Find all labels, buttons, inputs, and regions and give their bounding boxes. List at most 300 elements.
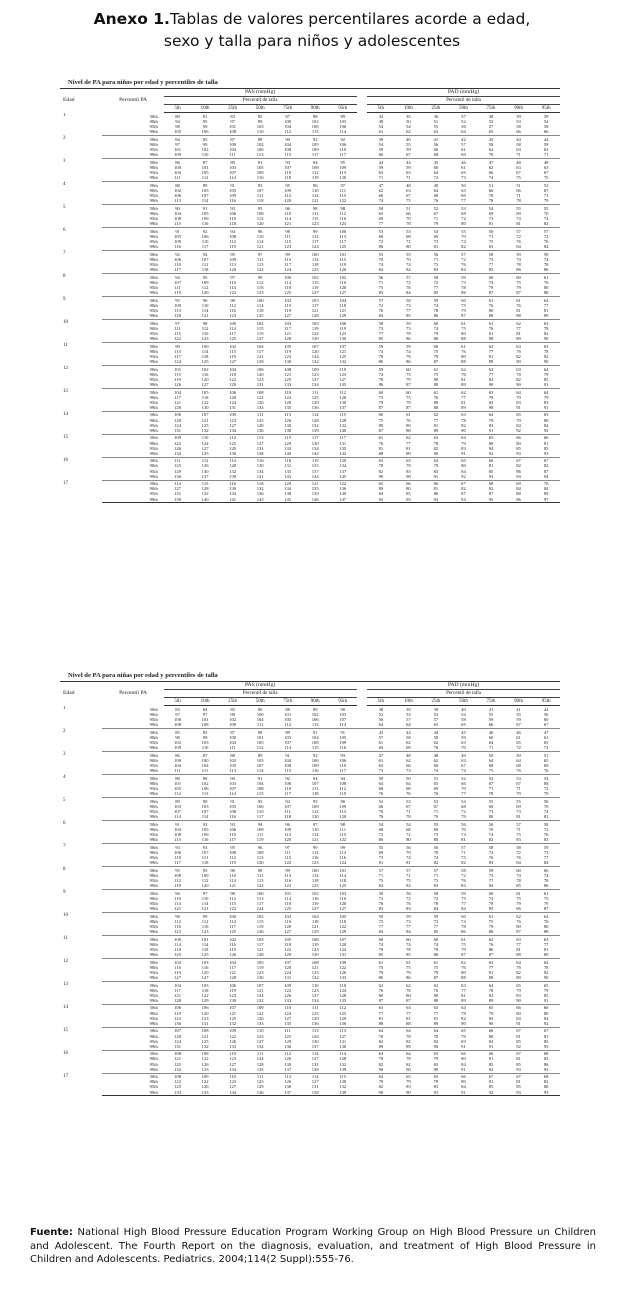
sbp-value: 117 xyxy=(284,261,292,267)
sbp-value: 134 xyxy=(164,451,192,457)
dbp-value: 88 xyxy=(516,491,521,497)
sbp-value: 125 xyxy=(329,883,357,889)
sbp-value: 113 xyxy=(256,895,264,901)
sbp-value: 103 xyxy=(256,123,264,129)
dbp-pct-col-75th: 75th xyxy=(477,105,505,113)
dbp-value: 49 xyxy=(378,118,384,124)
dbp-value: 59 xyxy=(488,867,494,873)
sbp-value: 112 xyxy=(284,1051,292,1057)
dbp-value: 66 xyxy=(367,152,395,158)
sbp-value: 98 xyxy=(230,890,235,896)
sbp-value: 105 xyxy=(311,320,319,326)
dbp-value: 87 xyxy=(395,405,423,411)
age-cell: 14 xyxy=(63,1004,68,1010)
sbp-value: 108 xyxy=(201,1051,209,1057)
dbp-value: 59 xyxy=(406,320,411,326)
bp-percentile-cell: 90th xyxy=(149,872,158,878)
sbp-value: 100 xyxy=(311,867,319,873)
sbp-value: 123 xyxy=(229,417,237,423)
sbp-value: 94 xyxy=(340,775,346,781)
dbp-value: 74 xyxy=(433,325,439,331)
dbp-value: 68 xyxy=(378,785,384,791)
dbp-value: 90 xyxy=(395,474,423,480)
dbp-value: 84 xyxy=(543,422,549,428)
sbp-value: 88 xyxy=(175,775,180,781)
bp-percentile-cell: 99th xyxy=(102,428,163,434)
dbp-value: 81 xyxy=(378,1015,384,1021)
dbp-value: 76 xyxy=(433,394,439,400)
sbp-value: 126 xyxy=(219,952,247,958)
dbp-value: 93 xyxy=(532,1044,560,1050)
dbp-value: 83 xyxy=(477,244,505,250)
dbp-value: 53 xyxy=(433,711,439,717)
sbp-value: 118 xyxy=(201,394,209,400)
sbp-value: 101 xyxy=(201,716,209,722)
bp-percentile-cell: 99th xyxy=(102,267,163,273)
sbp-value: 128 xyxy=(311,417,319,423)
dbp-value: 71 xyxy=(516,785,521,791)
dbp-value: 48 xyxy=(406,752,411,758)
dbp-value: 64 xyxy=(516,389,521,395)
dbp-value: 94 xyxy=(505,474,533,480)
sbp-value: 116 xyxy=(174,964,181,970)
sbp-value: 108 xyxy=(339,780,347,786)
sbp-value: 125 xyxy=(174,1084,181,1090)
sbp-value: 109 xyxy=(219,722,247,728)
dbp-value: 71 xyxy=(516,826,521,832)
dbp-value: 79 xyxy=(488,1010,494,1016)
sbp-value: 97 xyxy=(230,274,235,280)
dbp-value: 82 xyxy=(433,1038,439,1044)
sbp-value: 119 xyxy=(246,837,274,843)
sbp-value: 112 xyxy=(164,791,192,797)
dbp-value: 91 xyxy=(532,998,560,1004)
dbp-value: 72 xyxy=(378,831,384,837)
dbp-value: 84 xyxy=(395,290,423,296)
sbp-value: 119 xyxy=(301,175,329,181)
sbp-value: 112 xyxy=(311,808,319,814)
sbp-value: 113 xyxy=(284,1074,292,1080)
dbp-value: 55 xyxy=(488,711,494,717)
dbp-value: 80 xyxy=(543,417,549,423)
bp-percentile-cell: 90th xyxy=(149,711,158,717)
sbp-value: 114 xyxy=(274,745,302,751)
sbp-value: 92 xyxy=(312,136,318,142)
sbp-pct-col-25th: 25th xyxy=(219,698,247,706)
dbp-value: 75 xyxy=(406,964,411,970)
dbp-value: 60 xyxy=(461,297,466,303)
sbp-value: 103 xyxy=(339,890,347,896)
sbp-value: 120 xyxy=(174,1033,181,1039)
sbp-value: 107 xyxy=(256,762,264,768)
dbp-value: 71 xyxy=(543,192,549,198)
sbp-value: 106 xyxy=(174,412,181,418)
dbp-value: 80 xyxy=(488,307,494,313)
sbp-value: 142 xyxy=(301,451,329,457)
sbp-value: 120 xyxy=(201,969,209,975)
dbp-value: 61 xyxy=(543,734,549,740)
sbp-value: 100 xyxy=(339,228,347,234)
sbp-value: 88 xyxy=(202,775,208,781)
sbp-value: 129 xyxy=(339,1015,347,1021)
sbp-value: 108 xyxy=(191,722,219,728)
sbp-value: 106 xyxy=(311,716,319,722)
sbp-value: 116 xyxy=(311,854,319,860)
dbp-value: 88 xyxy=(422,998,450,1004)
dbp-value: 84 xyxy=(516,422,521,428)
sbp-value: 119 xyxy=(284,348,292,354)
dbp-value: 70 xyxy=(450,745,478,751)
sbp-value: 117 xyxy=(246,814,274,820)
dbp-value: 77 xyxy=(433,1010,439,1016)
sbp-value: 105 xyxy=(201,169,209,175)
bp-percentile-cell: 95th xyxy=(149,969,158,975)
sbp-value: 102 xyxy=(174,739,181,745)
sbp-value: 138 xyxy=(301,1067,329,1073)
dbp-value: 57 xyxy=(543,228,549,234)
sbp-value: 127 xyxy=(311,992,319,998)
sbp-value: 111 xyxy=(311,785,319,791)
dbp-value: 60 xyxy=(488,890,494,896)
sbp-pct-col-50th: 50th xyxy=(246,105,274,113)
sbp-value: 109 xyxy=(284,826,292,832)
dbp-value: 90 xyxy=(532,975,560,981)
sbp-value: 123 xyxy=(301,221,329,227)
sbp-value: 104 xyxy=(174,389,181,395)
dbp-value: 43 xyxy=(378,729,384,735)
sbp-value: 121 xyxy=(191,313,219,319)
sbp-value: 128 xyxy=(284,399,292,405)
sbp-value: 137 xyxy=(311,468,319,474)
dbp-value: 72 xyxy=(406,895,411,901)
sbp-value: 81 xyxy=(202,113,208,119)
dbp-value: 75 xyxy=(488,918,494,924)
dbp-value: 59 xyxy=(543,844,549,850)
bp-percentile-cell: 50th xyxy=(149,182,158,188)
sbp-value: 135 xyxy=(329,382,357,388)
sbp-value: 114 xyxy=(201,900,209,906)
dbp-value: 68 xyxy=(378,233,384,239)
dbp-value: 93 xyxy=(505,1067,533,1073)
sbp-value: 130 xyxy=(164,1021,192,1027)
dbp-value: 54 xyxy=(488,205,494,211)
dbp-value: 66 xyxy=(406,210,411,216)
sbp-value: 139 xyxy=(301,428,329,434)
dbp-value: 73 xyxy=(395,768,423,774)
sbp-value: 111 xyxy=(219,745,247,751)
dbp-value: 85 xyxy=(367,952,395,958)
dbp-value: 67 xyxy=(461,481,466,487)
sbp-value: 118 xyxy=(311,877,319,883)
sbp-value: 122 xyxy=(174,1079,181,1085)
sbp-value: 103 xyxy=(201,959,209,965)
sbp-value: 119 xyxy=(229,987,236,993)
sbp-value: 129 xyxy=(246,359,274,365)
dbp-value: 78 xyxy=(543,325,549,331)
dbp-value: 64 xyxy=(406,1051,411,1057)
sbp-value: 132 xyxy=(301,359,329,365)
sbp-value: 126 xyxy=(201,1061,209,1067)
dbp-value: 91 xyxy=(477,1044,505,1050)
dbp-value: 74 xyxy=(543,872,549,878)
dbp-value: 66 xyxy=(488,458,494,464)
bp-percentile-cell: 95th xyxy=(149,831,158,837)
dbp-value: 77 xyxy=(488,371,494,377)
sbp-value: 113 xyxy=(174,307,181,313)
sbp-value: 118 xyxy=(256,307,264,313)
sbp-value: 130 xyxy=(274,359,302,365)
sbp-value: 106 xyxy=(256,146,264,152)
dbp-value: 61 xyxy=(433,959,439,965)
bp-percentile-cell: 50th xyxy=(149,366,158,372)
sbp-value: 137 xyxy=(274,1067,302,1073)
sbp-value: 114 xyxy=(174,481,181,487)
age-cell: 15 xyxy=(63,434,68,440)
dbp-value: 79 xyxy=(532,791,560,797)
sbp-value: 112 xyxy=(339,1005,347,1011)
sbp-value: 136 xyxy=(301,1021,329,1027)
dbp-value: 89 xyxy=(450,405,478,411)
dbp-value: 80 xyxy=(543,284,549,290)
dbp-value: 88 xyxy=(505,952,533,958)
sbp-value: 120 xyxy=(219,267,247,273)
sbp-value: 111 xyxy=(174,458,181,464)
sbp-value: 130 xyxy=(284,1061,292,1067)
sbp-value: 117 xyxy=(301,152,329,158)
dbp-value: 64 xyxy=(406,1028,411,1034)
dbp-value: 86 xyxy=(543,1061,549,1067)
dbp-value: 55 xyxy=(378,844,384,850)
dbp-value: 73 xyxy=(433,238,439,244)
bp-percentile-cell: 90th xyxy=(149,803,158,809)
sbp-value: 120 xyxy=(339,941,347,947)
dbp-value: 67 xyxy=(433,210,439,216)
sbp-value: 131 xyxy=(174,491,181,497)
dbp-value: 90 xyxy=(477,405,505,411)
sbp-value: 127 xyxy=(229,1061,237,1067)
sbp-value: 110 xyxy=(256,1028,264,1034)
sbp-value: 123 xyxy=(256,1033,264,1039)
dbp-value: 72 xyxy=(378,302,384,308)
dbp-value: 48 xyxy=(406,182,411,188)
dbp-value: 64 xyxy=(378,780,384,786)
dbp-value: 74 xyxy=(516,872,521,878)
sbp-value: 127 xyxy=(301,906,329,912)
dbp-value: 68 xyxy=(406,826,411,832)
sbp-value: 128 xyxy=(229,463,237,469)
sbp-value: 113 xyxy=(256,435,264,441)
dbp-value: 78 xyxy=(516,964,521,970)
sbp-value: 107 xyxy=(229,169,237,175)
dbp-value: 79 xyxy=(461,946,466,952)
dbp-value: 56 xyxy=(378,274,384,280)
sbp-value: 131 xyxy=(164,1044,192,1050)
sbp-value: 94 xyxy=(175,118,180,124)
bp-percentile-cell: 95th xyxy=(149,1061,158,1067)
sbp-value: 113 xyxy=(339,808,347,814)
sbp-value: 130 xyxy=(301,952,329,958)
sbp-value: 116 xyxy=(339,895,347,901)
bp-percentile-cell: 50th xyxy=(149,821,158,827)
sbp-value: 106 xyxy=(339,757,347,763)
dbp-value: 84 xyxy=(516,1015,521,1021)
sbp-value: 115 xyxy=(256,918,264,924)
dbp-value: 87 xyxy=(450,313,478,319)
sbp-value: 133 xyxy=(191,1067,219,1073)
bp-percentile-cell: 95th xyxy=(149,307,158,313)
dbp-value: 52 xyxy=(543,182,549,188)
bp-percentile-cell: 95th xyxy=(149,739,158,745)
dbp-height-percentile-header: Percentil de talla xyxy=(367,690,560,698)
sbp-value: 102 xyxy=(229,343,237,349)
dbp-value: 75 xyxy=(543,895,549,901)
dbp-value: 82 xyxy=(461,1015,466,1021)
sbp-value: 103 xyxy=(311,297,319,303)
dbp-value: 80 xyxy=(450,221,478,227)
sbp-value: 121 xyxy=(256,353,264,359)
bp-percentile-cell: 99th xyxy=(102,906,163,912)
dbp-value: 59 xyxy=(378,343,384,349)
sbp-value: 101 xyxy=(284,890,292,896)
dbp-value: 56 xyxy=(543,711,549,717)
dbp-value: 60 xyxy=(433,164,439,170)
sbp-header: PAS (mmHg) xyxy=(164,89,357,97)
sbp-value: 101 xyxy=(174,146,181,152)
dbp-value: 53 xyxy=(406,798,411,804)
dbp-value: 67 xyxy=(395,152,423,158)
dbp-value: 58 xyxy=(543,123,549,129)
dbp-value: 61 xyxy=(406,412,411,418)
dbp-value: 67 xyxy=(543,1028,549,1034)
dbp-pct-col-95th: 95th xyxy=(532,698,560,706)
dbp-value: 78 xyxy=(406,946,411,952)
sbp-value: 110 xyxy=(339,762,347,768)
sbp-value: 114 xyxy=(164,814,192,820)
dbp-value: 64 xyxy=(543,959,549,965)
dbp-pct-col-90th: 90th xyxy=(505,698,533,706)
dbp-value: 79 xyxy=(378,399,384,405)
bp-percentile-cell: 99th xyxy=(102,722,163,728)
sbp-value: 112 xyxy=(201,325,209,331)
dbp-value: 91 xyxy=(505,405,533,411)
sbp-value: 126 xyxy=(339,969,347,975)
dbp-value: 83 xyxy=(488,422,494,428)
sbp-value: 88 xyxy=(230,752,235,758)
sbp-value: 116 xyxy=(174,923,181,929)
sbp-value: 110 xyxy=(201,302,209,308)
dbp-value: 64 xyxy=(488,757,494,763)
dbp-value: 78 xyxy=(488,394,494,400)
dbp-value: 70 xyxy=(461,233,466,239)
dbp-value: 61 xyxy=(461,164,466,170)
dbp-value: 88 xyxy=(422,382,450,388)
sbp-value: 96 xyxy=(312,182,318,188)
sbp-value: 133 xyxy=(191,1090,219,1096)
sbp-value: 86 xyxy=(175,159,180,165)
dbp-value: 44 xyxy=(406,159,411,165)
sbp-value: 123 xyxy=(229,1056,237,1062)
sbp-value: 123 xyxy=(284,353,292,359)
dbp-value: 77 xyxy=(406,440,411,446)
sbp-value: 118 xyxy=(339,877,347,883)
dbp-value: 83 xyxy=(477,860,505,866)
sbp-value: 139 xyxy=(329,1067,357,1073)
bp-percentile-cell: 90th xyxy=(149,964,158,970)
sbp-value: 119 xyxy=(311,900,319,906)
sbp-value: 118 xyxy=(256,481,264,487)
sbp-value: 113 xyxy=(191,791,219,797)
sbp-value: 91 xyxy=(175,821,180,827)
sbp-value: 136 xyxy=(256,491,264,497)
dbp-value: 42 xyxy=(461,136,466,142)
sbp-value: 119 xyxy=(164,290,192,296)
sbp-value: 115 xyxy=(274,768,302,774)
bp-percentile-cell: 95th xyxy=(149,422,158,428)
sbp-value: 113 xyxy=(174,348,181,354)
sbp-value: 119 xyxy=(229,353,236,359)
dbp-value: 78 xyxy=(488,900,494,906)
dbp-value: 63 xyxy=(378,1005,384,1011)
sbp-value: 104 xyxy=(174,826,181,832)
dbp-value: 68 xyxy=(378,826,384,832)
bp-percentile-cell: 50th xyxy=(149,113,158,119)
dbp-value: 58 xyxy=(378,890,384,896)
sbp-value: 83 xyxy=(175,706,180,712)
sbp-value: 126 xyxy=(339,394,347,400)
dbp-value: 43 xyxy=(488,136,494,142)
dbp-value: 54 xyxy=(461,798,466,804)
sbp-value: 112 xyxy=(229,302,236,308)
sbp-value: 133 xyxy=(246,405,274,411)
sbp-value: 109 xyxy=(201,279,209,285)
sbp-value: 96 xyxy=(175,890,180,896)
dbp-value: 87 xyxy=(395,382,423,388)
dbp-value: 88 xyxy=(395,1021,423,1027)
sbp-value: 125 xyxy=(201,1038,209,1044)
dbp-value: 56 xyxy=(488,228,494,234)
sbp-value: 93 xyxy=(340,752,346,758)
dbp-value: 68 xyxy=(461,803,466,809)
sbp-value: 102 xyxy=(201,366,209,372)
dbp-value: 53 xyxy=(406,711,411,717)
dbp-value: 70 xyxy=(543,803,549,809)
sbp-value: 106 xyxy=(174,849,181,855)
sbp-value: 118 xyxy=(229,371,236,377)
dbp-value: 71 xyxy=(406,872,411,878)
dbp-value: 87 xyxy=(505,929,533,935)
dbp-height-percentile-header: Percentil de talla xyxy=(367,97,560,105)
dbp-value: 71 xyxy=(433,808,439,814)
dbp-value: 60 xyxy=(433,936,439,942)
dbp-value: 81 xyxy=(461,992,466,998)
sbp-value: 93 xyxy=(257,182,263,188)
sbp-value: 109 xyxy=(229,256,237,262)
sbp-value: 132 xyxy=(339,422,347,428)
sbp-value: 110 xyxy=(311,187,319,193)
sbp-value: 122 xyxy=(201,1079,209,1085)
sbp-value: 110 xyxy=(284,169,292,175)
sbp-value: 109 xyxy=(311,366,319,372)
sbp-value: 108 xyxy=(311,164,319,170)
sbp-value: 87 xyxy=(230,729,235,735)
sbp-value: 98 xyxy=(257,867,263,873)
dbp-value: 83 xyxy=(488,1015,494,1021)
dbp-value: 58 xyxy=(406,890,411,896)
sbp-value: 119 xyxy=(256,964,264,970)
sbp-value: 91 xyxy=(257,775,263,781)
sbp-value: 129 xyxy=(219,382,247,388)
dbp-value: 84 xyxy=(461,468,466,474)
